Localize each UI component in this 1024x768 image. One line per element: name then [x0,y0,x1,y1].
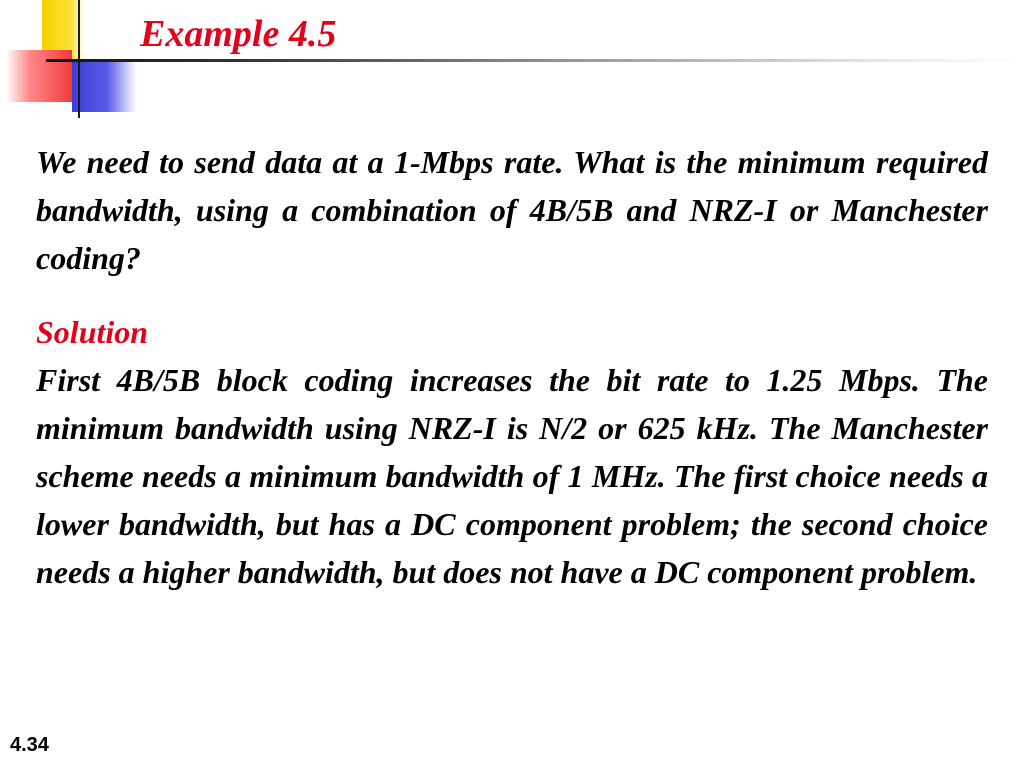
question-text: We need to send data at a 1-Mbps rate. What is the minimum required bandwidth, using a combination of 4B/5B and NRZ-I or Manchester coding? [36,144,988,276]
logo-blue-block [72,62,136,112]
logo-red-block [6,50,72,102]
solution-text: First 4B/5B block coding increases the bit rate to 1.25 Mbps. The minimum bandwidth using NRZ-I is N/2 or 625 kHz. The Manchester scheme needs a minimum bandwidth of 1 MHz. The first choice needs a lower bandwidth, but has a DC component problem; the second choice needs a higher bandwidth, but does not have a DC component problem. [36,362,988,590]
solution-heading: Solution [36,314,149,350]
slide-title: Example 4.5 [140,13,337,55]
page-number: 4.34 [10,734,49,756]
title-divider [46,59,1024,62]
slide-content [36,138,988,596]
